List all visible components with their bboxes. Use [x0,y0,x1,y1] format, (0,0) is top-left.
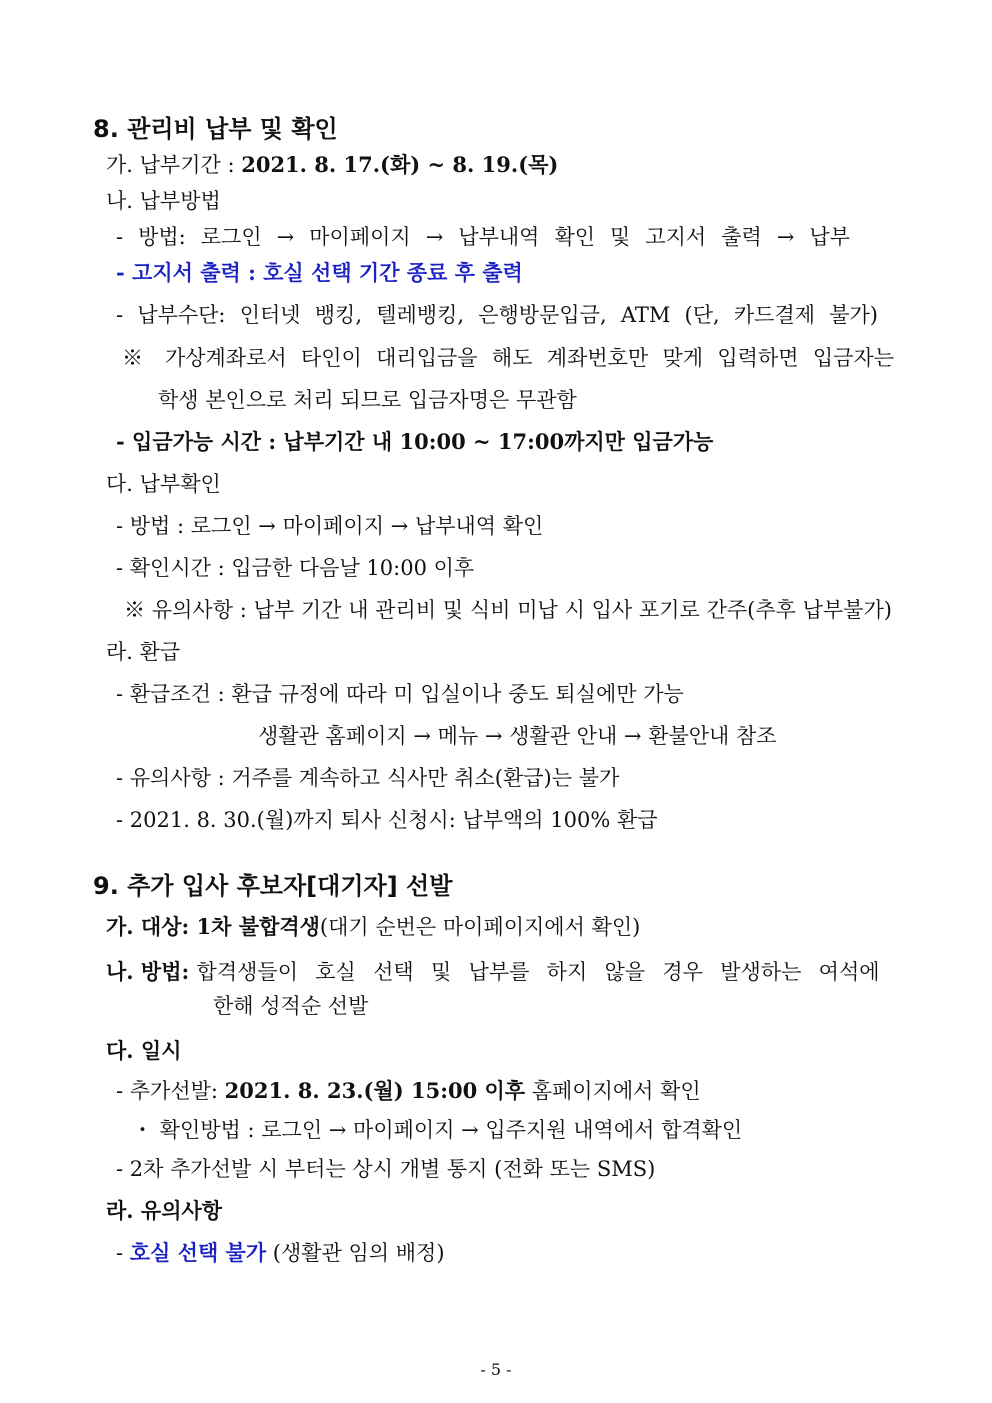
payment-check-time: - 확인시간 : 입금한 다음날 10:00 이후 [116,556,475,580]
payment-period-label: 가. 납부기간 : [106,153,242,177]
section-9-title: 9. 추가 입사 후보자[대기자] 선발 [93,872,453,900]
room-selection-unavailable: 호실 선택 불가 [129,1240,267,1265]
second-round-notice: - 2차 추가선발 시 부터는 상시 개별 통지 (전화 또는 SMS) [116,1157,656,1181]
target-note: (대기 순번은 마이페이지에서 확인) [319,915,641,939]
room-note-dash: - [116,1241,130,1265]
payment-method-heading: 나. 납부방법 [106,189,221,213]
invoice-print-note [116,258,523,288]
payment-period-value: 2021. 8. 17.(화) ~ 8. 19.(목) [241,152,559,177]
refund-reference: 생활관 홈페이지 → 메뉴 → 생활관 안내 → 환불안내 참조 [258,724,777,748]
invoice-print-text: 고지서 출력 : 호실 선택 기간 종료 후 출력 [132,260,523,285]
room-selection-note [116,1238,445,1268]
deposit-hours: - 입금가능 시간 : 납부기간 내 10:00 ~ 17:00까지만 입금가능 [116,429,714,454]
section-8-title: 8. 관리비 납부 및 확인 [93,115,338,143]
refund-caution: - 유의사항 : 거주를 계속하고 식사만 취소(환급)는 불가 [116,766,620,790]
refund-heading: 라. 환급 [106,640,181,664]
virtual-account-note-2: 학생 본인으로 처리 되므로 입금자명은 무관함 [158,388,577,412]
payment-period [106,150,558,180]
additional-selection-where: 홈페이지에서 확인 [525,1079,701,1103]
room-assignment-note: (생활관 임의 배정) [266,1241,445,1265]
additional-selection [116,1076,701,1106]
method-text-cont: 한해 성적순 선발 [213,994,369,1018]
refund-condition: - 환급조건 : 환급 규정에 따라 미 입실이나 중도 퇴실에만 가능 [116,682,684,706]
method-label: 나. 방법: [106,959,197,984]
payment-check-method: - 방법 : 로그인 → 마이페이지 → 납부내역 확인 [116,514,544,538]
schedule-heading: 다. 일시 [106,1038,182,1063]
additional-selection-label: - 추가선발: [116,1079,225,1103]
invoice-dash: - [116,260,133,285]
method-line [106,957,880,987]
target-label: 가. 대상: 1차 불합격생 [106,914,320,939]
page-number: - 5 - [480,1360,512,1379]
caution-heading: 라. 유의사항 [106,1198,223,1223]
payment-method-steps: - 방법: 로그인 → 마이페이지 → 납부내역 확인 및 고지서 출력 → 납부 [116,225,850,249]
payment-check-heading: 다. 납부확인 [106,472,221,496]
refund-full-deadline: - 2021. 8. 30.(월)까지 퇴사 신청시: 납부액의 100% 환급 [116,808,658,832]
check-method: ・ 확인방법 : 로그인 → 마이페이지 → 입주지원 내역에서 합격확인 [132,1118,743,1142]
virtual-account-note-1: ※ 가상계좌로서 타인이 대리입금을 해도 계좌번호만 맞게 입력하면 입금자는 [122,346,894,370]
payment-means: - 납부수단: 인터넷 뱅킹, 텔레뱅킹, 은행방문입금, ATM (단, 카드결제 불가) [116,303,878,327]
method-text: 합격생들이 호실 선택 및 납부를 하지 않을 경우 발생하는 여석에 [196,960,880,984]
target-line [106,912,640,942]
additional-selection-date: 2021. 8. 23.(월) 15:00 이후 [224,1078,526,1103]
payment-caution-note: ※ 유의사항 : 납부 기간 내 관리비 및 식비 미납 시 입사 포기로 간주(추후 납부불가) [124,598,892,622]
